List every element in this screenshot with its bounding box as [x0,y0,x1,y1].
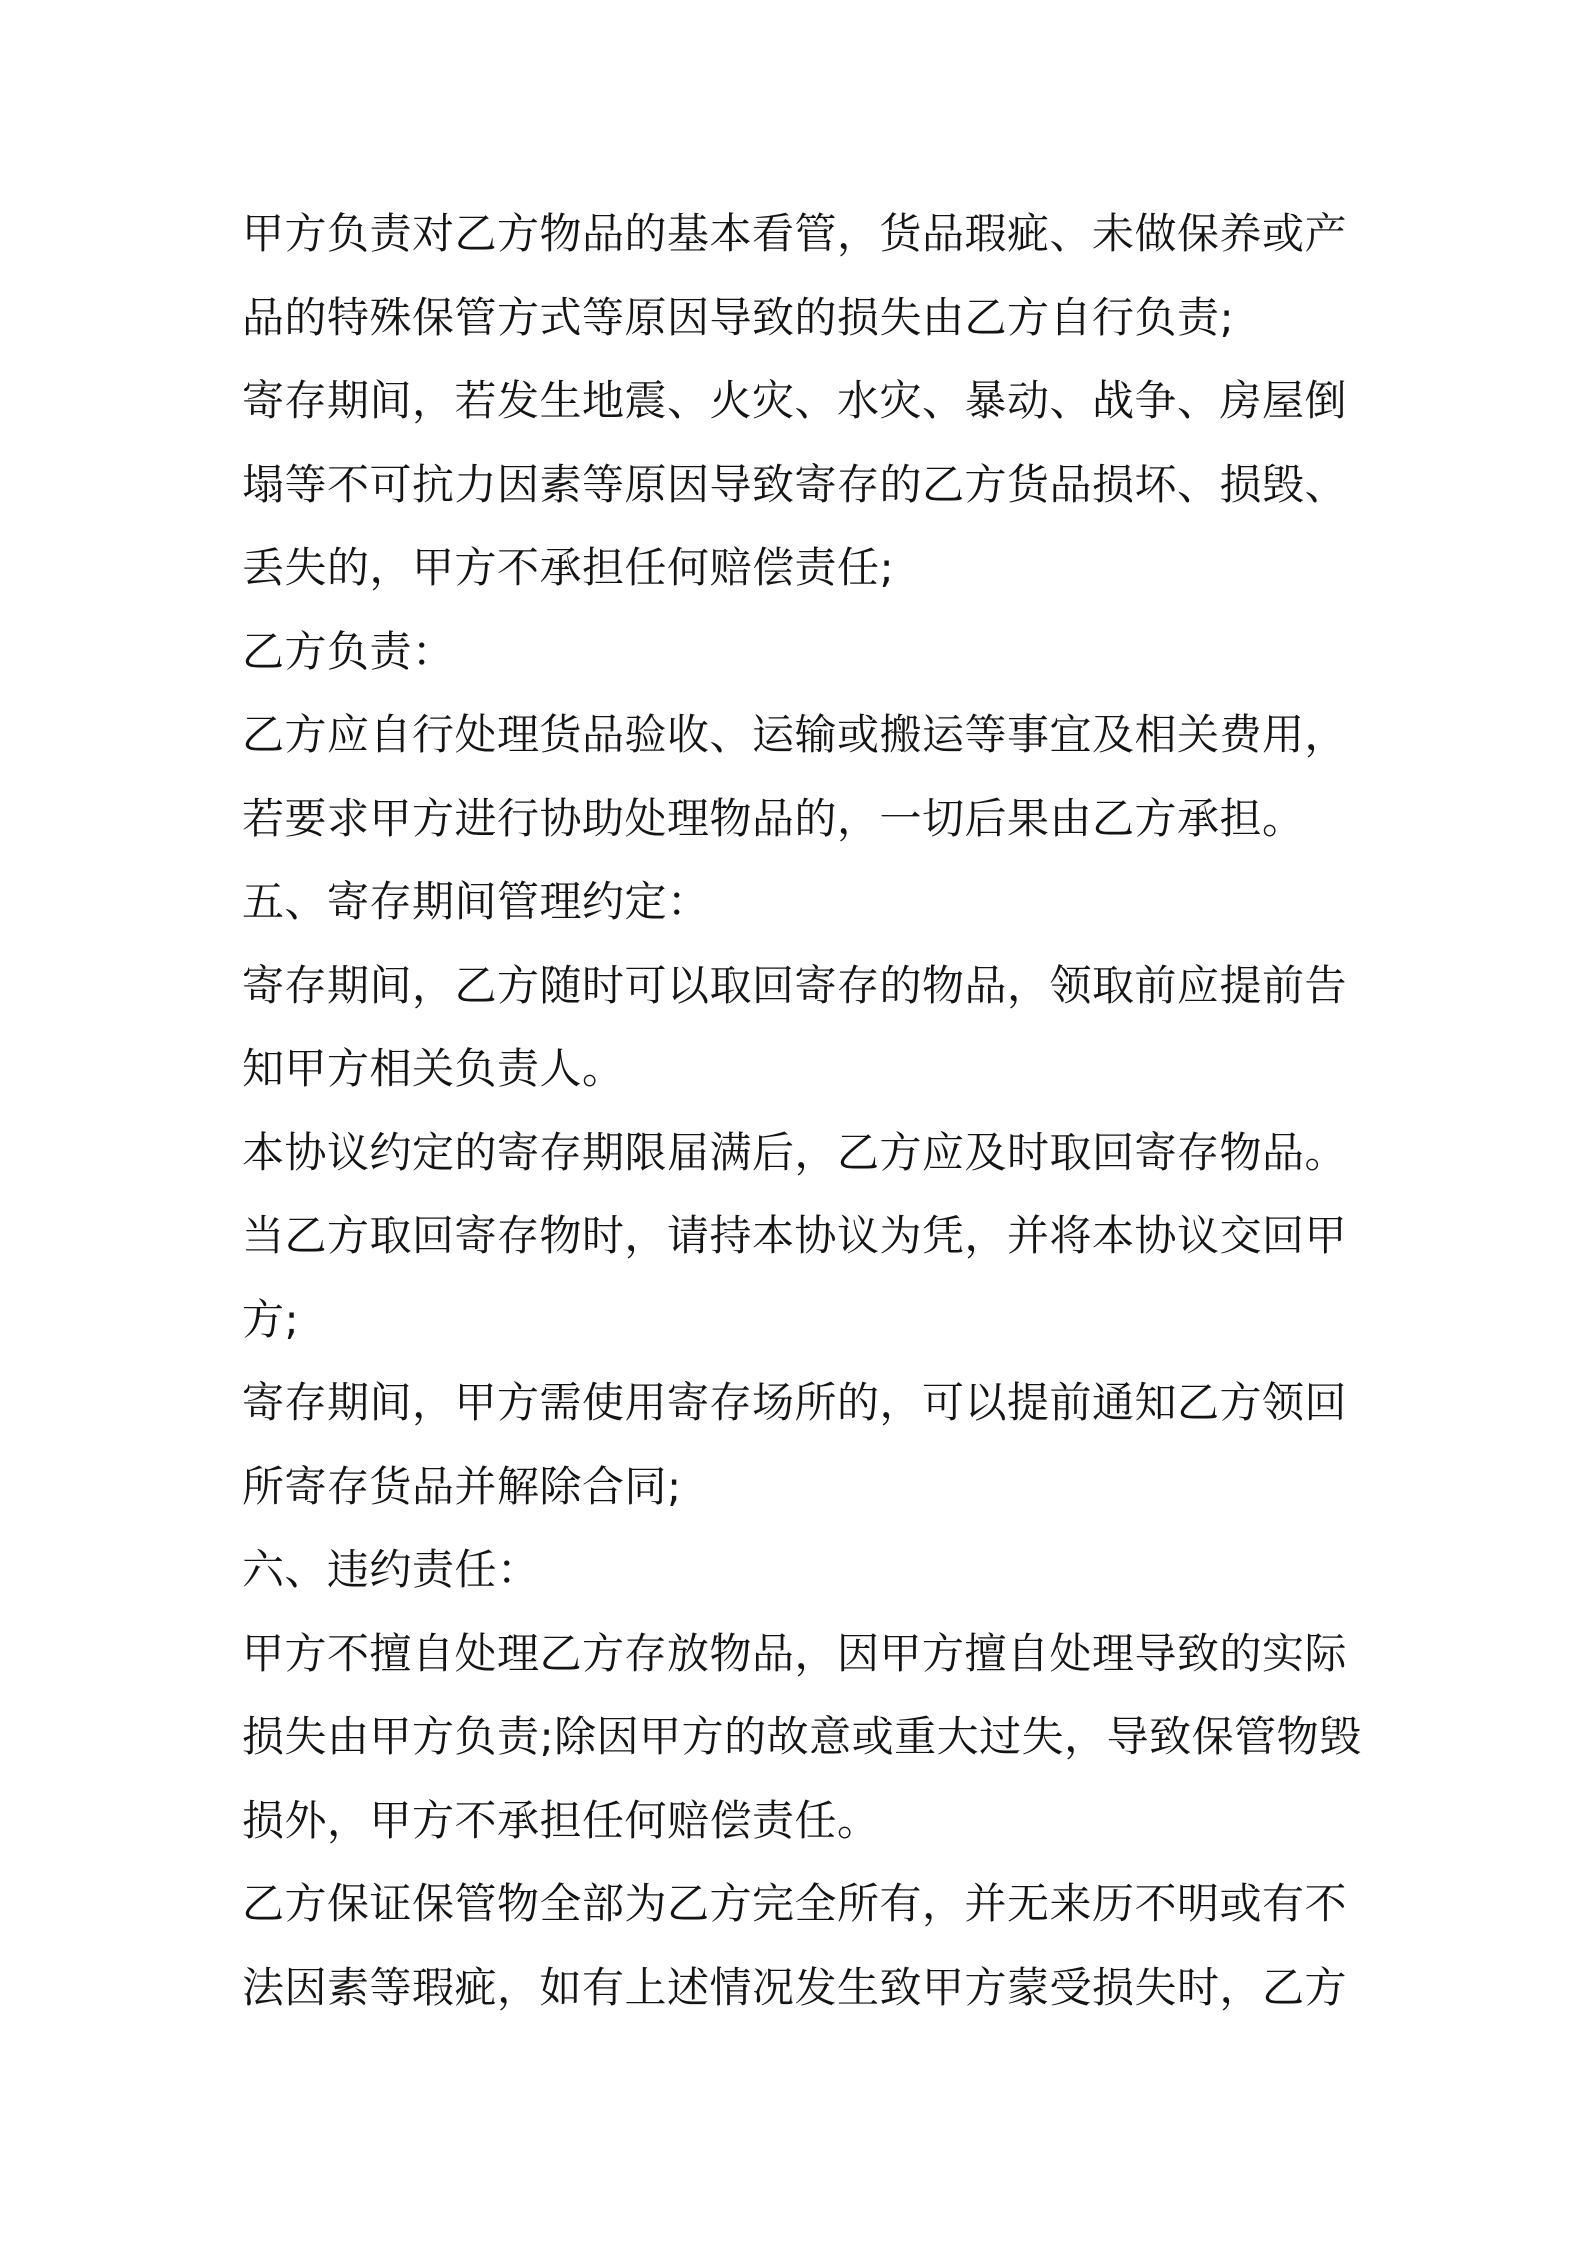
paragraph-retrieval-proof: 当乙方取回寄存物时，请持本协议为凭，并将本协议交回甲 方; [242,1211,1348,1344]
paragraph-party-b-handling: 乙方应自行处理货品验收、运输或搬运等事宜及相关费用， 若要求甲方进行协助处理物品的，一切后果由乙方承担。 [242,710,1348,843]
paragraph-term-expiry: 本协议约定的寄存期限届满后，乙方应及时取回寄存物品。 [242,1127,1348,1177]
section-heading-6: 六、违约责任： [242,1545,540,1594]
heading-party-b-responsibility: 乙方负责： [242,626,455,676]
document-body [242,192,1372,2029]
paragraph-party-b-warranty: 乙方保证保管物全部为乙方完全所有，并无来历不明或有不 法因素等瑕疵，如有上述情况发生致甲方蒙受损失时，乙方 [242,1879,1348,2012]
section-heading-5: 五、寄存期间管理约定： [242,877,710,926]
paragraph-custody-responsibility: 甲方负责对乙方物品的基本看管，货品瑕疵、未做保养或产 品的特殊保管方式等原因导致的损失由乙方自行负责; [242,209,1348,342]
paragraph-force-majeure: 寄存期间，若发生地震、火灾、水灾、暴动、战争、房屋倒 塌等不可抗力因素等原因导致寄存的乙方货品损坏、损毁、 丢失的，甲方不承担任何赔偿责任; [242,376,1348,592]
paragraph-early-termination: 寄存期间，甲方需使用寄存场所的，可以提前通知乙方领回 所寄存货品并解除合同; [242,1378,1348,1511]
paragraph-party-a-liability: 甲方不擅自处理乙方存放物品，因甲方擅自处理导致的实际 损失由甲方负责;除因甲方的故意或重大过失，导致保管物毁 损外，甲方不承担任何赔偿责任。 [242,1628,1362,1845]
paragraph-retrieval-anytime: 寄存期间，乙方随时可以取回寄存的物品，领取前应提前告 知甲方相关负责人。 [242,960,1348,1093]
